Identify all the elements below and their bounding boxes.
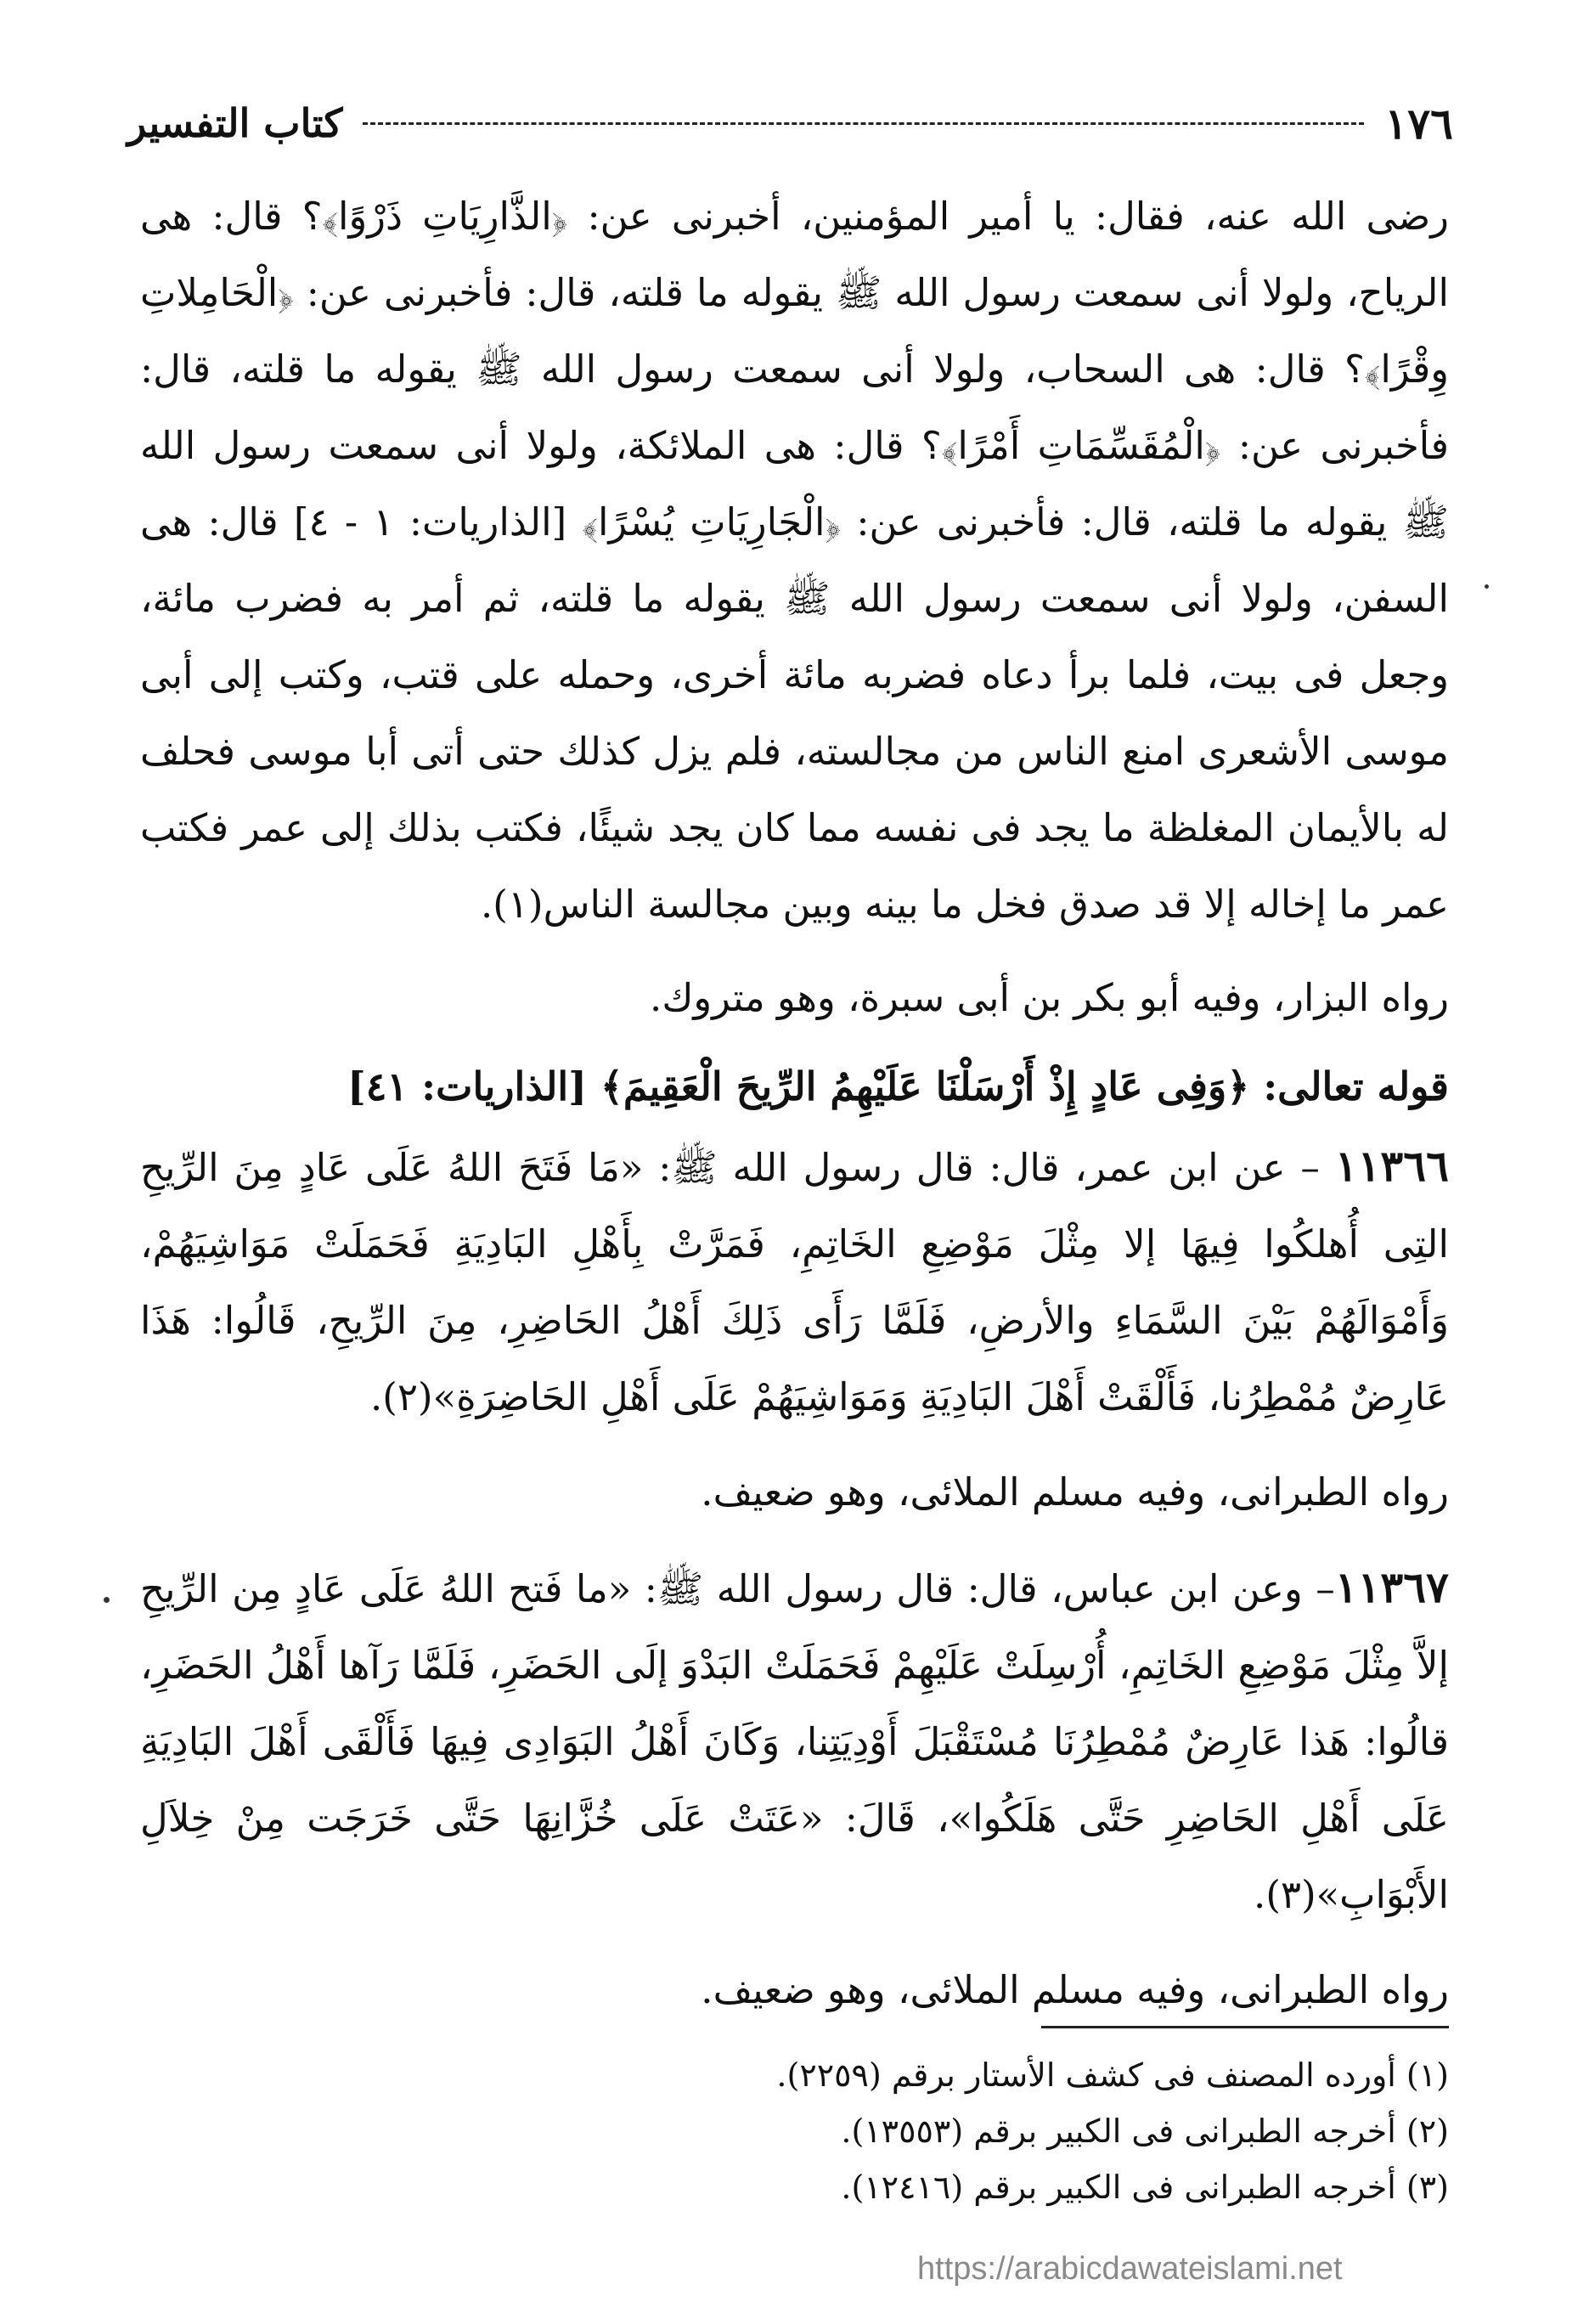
page-number: ١٧٦ (1384, 98, 1453, 149)
hadith-number: ١١٣٦٧ (1334, 1562, 1449, 1612)
book-title: كتاب التفسير (127, 100, 343, 146)
watermark-url: https://arabicdawateislami.net (917, 2251, 1343, 2287)
footnote-item: (٢) أخرجه الطبرانى فى الكبير برقم (١٣٥٥٣). (841, 2112, 1449, 2150)
scan-speck (1485, 584, 1489, 589)
footnotes (140, 2047, 1449, 2215)
running-header (127, 93, 1453, 153)
scan-speck (104, 1597, 110, 1603)
hadith-11366 (140, 1128, 1449, 1436)
footnote-item: (١) أورده المصنف فى كشف الأستار برقم (٢٢٥٩). (776, 2056, 1449, 2094)
footnote-rule (1041, 2026, 1449, 2028)
hadith-number: ١١٣٦٦ (1334, 1141, 1449, 1191)
section-heading: قوله تعالى: ﴿وَفِى عَادٍ إِذْ أَرْسَلْنَا عَلَيْهِمُ الرِّيحَ الْعَقِيمَ﴾ [الذاريات: ٤١] (347, 1063, 1449, 1109)
body-text (140, 178, 1449, 2028)
hadith-text: – عن ابن عمر، قال: قال رسول الله ﷺ: «مَا فَتَحَ اللهُ عَلَى عَادٍ مِنَ الرِّيحِ التِى أُهلكُوا فِيهَا إلا مِثْلَ مَوْضِعِ الخَاتِمِ، فَمَرَّتْ بِأَهْلِ البَادِيَةِ فَحَمَلَتْ مَوَاشِيَهُمْ، وَأَمْوَالَهُمْ بَيْنَ السَّمَاءِ والأرضِ، فَلَمَّا رَأَى ذَلِكَ أَهْلُ الحَاضِرِ، مِنَ الرِّيحِ، قَالُوا: هَذَا عَارِضٌ مُمْطِرُنا، فَأَلْقَتْ أَهْلَ البَادِيَةِ وَمَوَاشِيَهُمْ عَلَى أَهْلِ الحَاضِرَةِ»(٢). (140, 1145, 1449, 1419)
narration-note: رواه الطبرانى، وفيه مسلم الملائى، وهو ضعيف. (701, 1967, 1449, 2012)
narration-note: رواه البزار، وفيه أبو بكر بن أبى سبرة، وهو متروك. (650, 975, 1449, 1020)
footnote-item: (٣) أخرجه الطبرانى فى الكبير برقم (١٢٤١٦). (841, 2169, 1449, 2206)
header-rule (363, 122, 1364, 125)
hadith-11367 (140, 1549, 1449, 1933)
paragraph-continued: رضى الله عنه، فقال: يا أمير المؤمنين، أخبرنى عن: ﴿الذَّارِيَاتِ ذَرْوًا﴾؟ قال: هى الرياح، ولولا أنى سمعت رسول الله ﷺ يقوله ما قلته، قال: فأخبرنى عن: ﴿الْحَامِلاتِ وِقْرًا﴾؟ قال: هى السحاب، ولولا أنى سمعت رسول الله ﷺ يقوله ما قلته، قال: فأخبرنى عن: ﴿الْمُقَسِّمَاتِ أَمْرًا﴾؟ قال: هى الملائكة، ولولا أنى سمعت رسول الله ﷺ يقوله ما قلته، قال: فأخبرنى عن: ﴿الْجَارِيَاتِ يُسْرًا﴾ [الذاريات: ١ - ٤] قال: هى السفن، ولولا أنى سمعت رسول الله ﷺ يقوله ما قلته، ثم أمر به فضرب مائة، وجعل فى بيت، فلما برأ دعاه فضربه مائة أخرى، وحمله على قتب، وكتب إلى أبى موسى الأشعرى امنع الناس من مجالسته، فلم يزل كذلك حتى أتى أبا موسى فحلف له بالأيمان المغلظة ما يجد فى نفسه مما كان يجد شيئًا، فكتب بذلك إلى عمر فكتب عمر ما إخاله إلا قد صدق فخل ما بينه وبين مجالسة الناس(١). (140, 194, 1449, 927)
narration-note: رواه الطبرانى، وفيه مسلم الملائى، وهو ضعيف. (701, 1469, 1449, 1515)
hadith-text: – وعن ابن عباس، قال: قال رسول الله ﷺ: «ما فَتح اللهُ عَلَى عَادٍ مِن الرِّيحِ إلاَّ مِثْلَ مَوْضِعِ الخَاتِمِ، أُرْسِلَتْ عَلَيْهِمْ فَحَمَلَتْ البَدْوَ إلَى الحَضَرِ، فَلَمَّا رَآها أَهْلُ الحَضَرِ، قالُوا: هَذا عَارِضٌ مُمْطِرُنَا مُسْتَقْبَلَ أَوْدِيَتِنا، وَكَانَ أَهْلُ البَوَادِى فِيهَا فَأَلْقَى أَهْلَ البَادِيَةِ عَلَى أَهْلِ الحَاضِرِ حَتَّى هَلَكُوا»، قَالَ: «عَتَتْ عَلَى خُزَّانِهَا حَتَّى خَرَجَت مِنْ خِلاَلِ الأَبْوَابِ»(٣). (140, 1566, 1449, 1917)
